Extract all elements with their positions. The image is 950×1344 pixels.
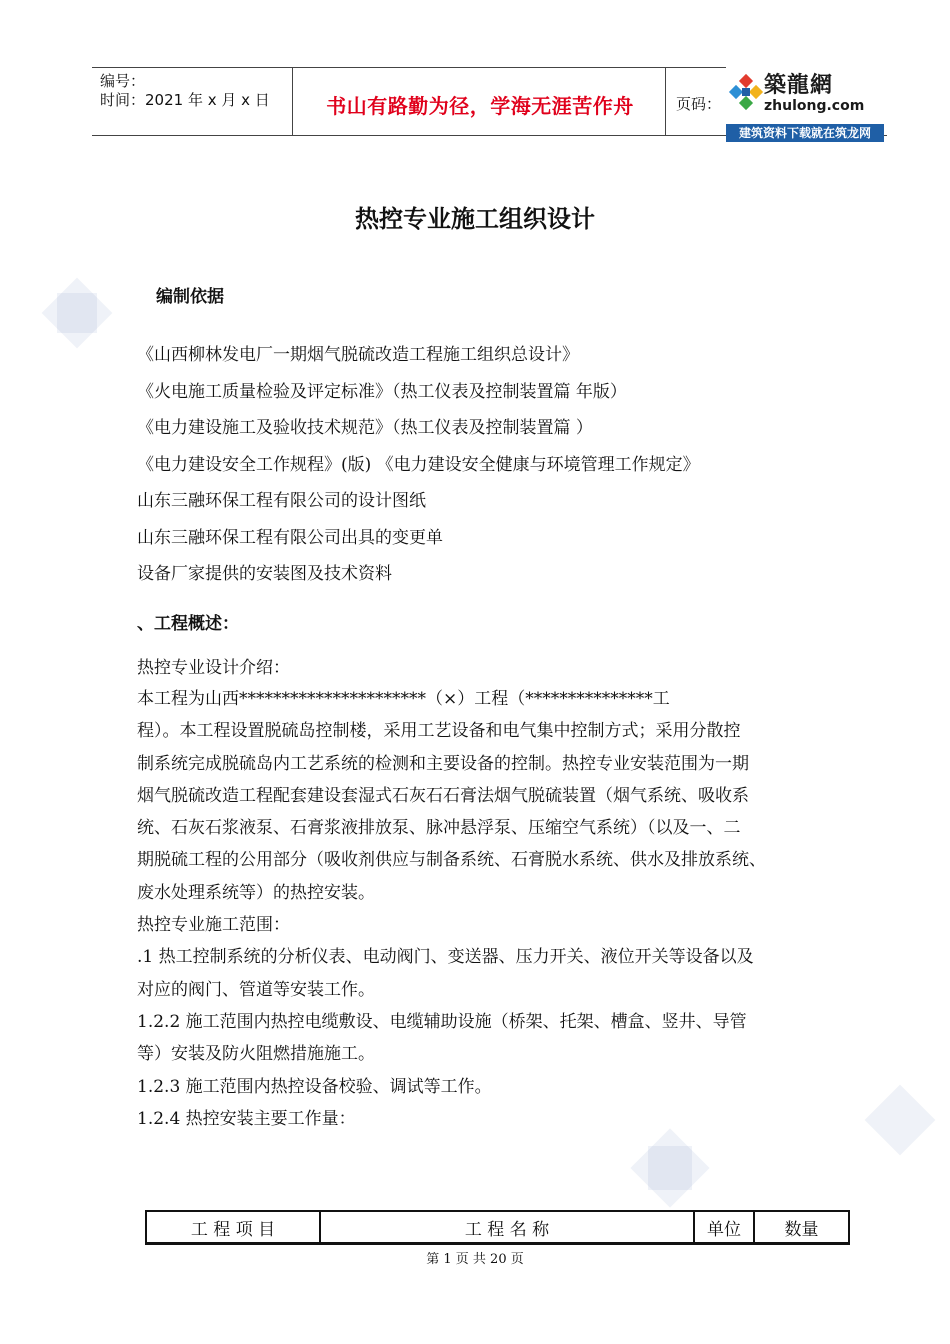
- header-motto: 书山有路勤为径，学海无涯苦作舟: [326, 94, 634, 118]
- logo-tagline: 建筑资料下载就在筑龙网: [738, 126, 871, 140]
- paragraph-line: 期脱硫工程的公用部分（吸收剂供应与制备系统、石膏脱水系统、供水及排放系统、: [137, 850, 766, 871]
- doc-number-label: 编号：: [100, 72, 146, 90]
- logo-url: zhulong.com: [764, 98, 865, 114]
- basis-item: 山东三融环保工程有限公司出具的变更单: [137, 527, 443, 548]
- basis-item: 《电力建设施工及验收技术规范》（热工仪表及控制装置篇 ）: [137, 418, 593, 438]
- paragraph-line: 烟气脱硫改造工程配套建设套湿式石灰石石膏法烟气脱硫装置（烟气系统、吸收系: [137, 785, 749, 806]
- basis-item: 《火电施工质量检验及评定标准》（热工仪表及控制装置篇 年版）: [137, 381, 627, 402]
- page-footer: 第 1 页 共 20 页: [426, 1252, 524, 1267]
- basis-item: 山东三融环保工程有限公司的设计图纸: [137, 491, 426, 511]
- col-header-quantity: 数量: [754, 1211, 849, 1244]
- basis-list: [137, 337, 700, 593]
- col-header-item: 工 程 项 目: [146, 1211, 320, 1244]
- design-intro-label: 热控专业设计介绍：: [137, 658, 290, 678]
- header-top-rule: [92, 67, 726, 68]
- scope-line: 对应的阀门、管道等安装工作。: [137, 979, 375, 1000]
- doc-time-label: 时间：2021 年 x 月 x 日: [100, 91, 270, 109]
- document-title: 热控专业施工组织设计: [355, 205, 595, 233]
- zhulong-logo-icon: [728, 72, 764, 120]
- scope-line: 等）安装及防火阻燃措施施工。: [137, 1044, 375, 1065]
- overview-heading: 、工程概述：: [137, 614, 239, 634]
- basis-item: 《电力建设安全工作规程》(版) 《电力建设安全健康与环境管理工作规定》: [137, 454, 700, 475]
- basis-item: 设备厂家提供的安装图及技术资料: [137, 564, 392, 584]
- scope-line: 1.2.2 施工范围内热控电缆敷设、电缆辅助设施（桥架、托架、槽盒、竖井、导管: [137, 1011, 747, 1032]
- basis-heading: 编制依据: [156, 287, 224, 307]
- paragraph-line: 废水处理系统等）的热控安装。: [137, 882, 375, 903]
- col-header-unit: 单位: [694, 1211, 754, 1244]
- scope-label: 热控专业施工范围：: [137, 915, 290, 936]
- watermark-snowflake-icon: [850, 1070, 950, 1170]
- paragraph-line: 本工程为山西**********************（×）工程（***************工: [137, 689, 670, 709]
- logo-name: 築龍網: [764, 73, 834, 98]
- scope-line: .1 热工控制系统的分析仪表、电动阀门、变送器、压力开关、液位开关等设备以及: [137, 947, 754, 968]
- page-number-label: 页码：: [676, 95, 722, 113]
- paragraph-line: 制系统完成脱硫岛内工艺系统的检测和主要设备的控制。热控专业安装范围为一期: [137, 753, 749, 774]
- workload-table: [145, 1210, 850, 1245]
- watermark-snowflake-icon: [22, 258, 132, 368]
- basis-item: 《山西柳林发电厂一期烟气脱硫改造工程施工组织总设计》: [137, 345, 579, 365]
- scope-line: 1.2.4 热控安装主要工作量：: [137, 1108, 356, 1129]
- paragraph-line: 统、石灰石浆液泵、石膏浆液排放泵、脉冲悬浮泵、压缩空气系统）（以及一、二: [137, 818, 741, 839]
- col-header-name: 工 程 名 称: [320, 1211, 694, 1244]
- paragraph-line: 程）。本工程设置脱硫岛控制楼，采用工艺设备和电气集中控制方式；采用分散控: [137, 721, 741, 742]
- table-header-row: [146, 1211, 849, 1244]
- design-paragraph: [137, 683, 849, 1135]
- scope-line: 1.2.3 施工范围内热控设备校验、调试等工作。: [137, 1076, 492, 1097]
- header-divider: [292, 67, 293, 135]
